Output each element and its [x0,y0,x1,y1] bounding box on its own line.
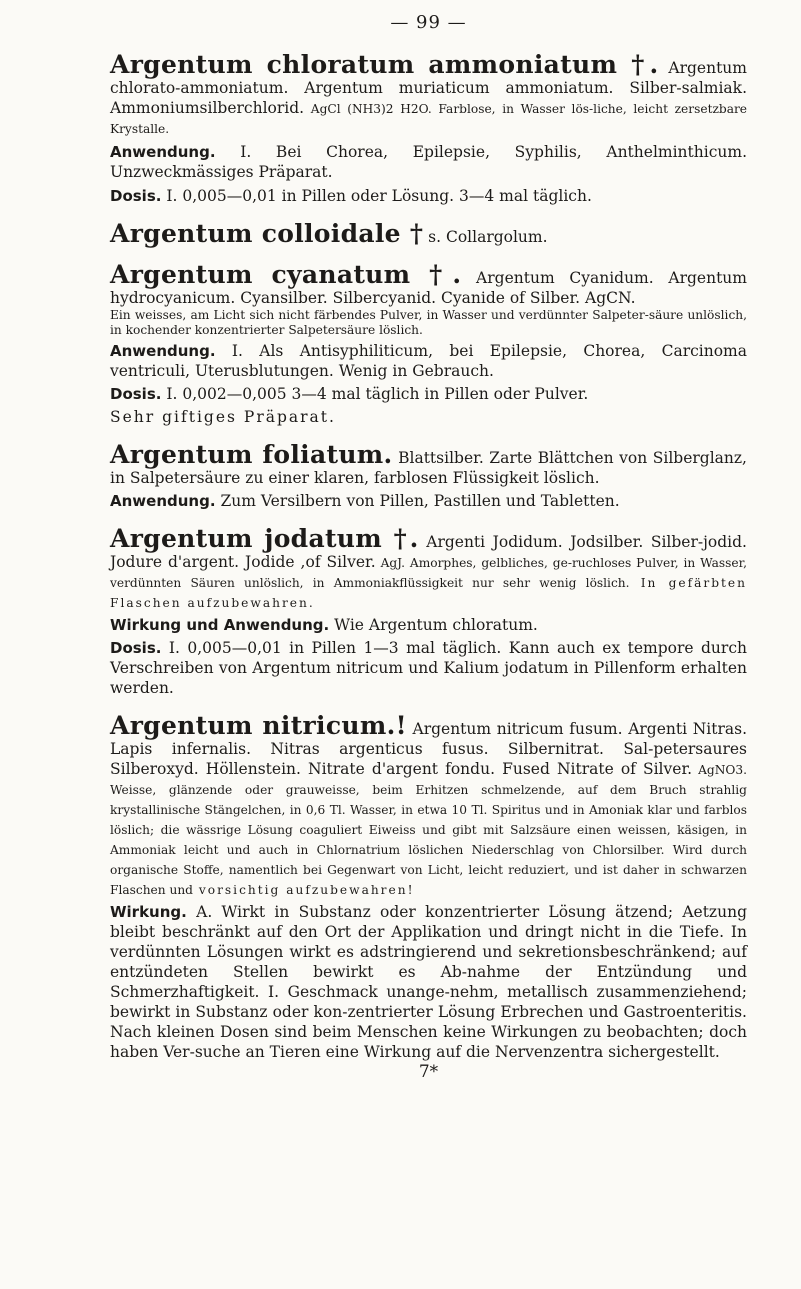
entry-heading: Argentum chloratum ammoniatum †. [110,50,659,79]
dosis-label: Dosis. [110,385,162,403]
entry-argentum-foliatum [110,440,747,511]
anwendung-label: Anwendung. [110,143,216,161]
entry-reference: s. Collargolum. [423,228,548,246]
dosis-label: Dosis. [110,639,162,657]
storage-note: In gefärbten Flaschen aufzubewahren. [110,576,747,610]
entry-heading: Argentum colloidale † [110,219,424,248]
dosis-text: I. 0,005—0,01 in Pillen 1—3 mal täglich. Kann auch ex tempore durch Verschreiben von Argentum nitricum und Kalium jodatum in Pillenform erhalten werden. [110,639,747,697]
page-number: — 99 — [390,12,467,33]
dosis-text: I. 0,005—0,01 in Pillen oder Lösung. 3—4 mal täglich. [161,187,592,205]
dosis-text: I. 0,002—0,005 3—4 mal täglich in Pillen oder Pulver. [161,385,589,403]
entry-synonyms: Argentum chlorato-ammoniatum. Argentum muriaticum ammoniatum. Silber-salmiak. Ammoniumsilberchlorid. [110,59,747,117]
anwendung-text: I. Bei Chorea, Epilepsie, Syphilis, Anthelminthicum. Unzweckmässiges Präparat. [110,143,747,181]
entry-synonyms: Blattsilber. Zarte Blättchen von Silberglanz, in Salpetersäure zu einer klaren, farblosen Flüssigkeit löslich. [110,449,747,487]
entry-heading: Argentum cyanatum †. [110,260,462,289]
anwendung-text: Wie Argentum chloratum. [329,616,538,634]
entry-argentum-nitricum [110,711,747,1062]
anwendung-text: Zum Versilbern von Pillen, Pastillen und Tabletten. [215,492,620,510]
entry-synonyms: Argentum Cyanidum. Argentum hydrocyanicum. Cyansilber. Silbercyanid. Cyanide of Silber. AgCN. [110,269,747,307]
warning-text: Sehr giftiges Präparat. [110,408,336,426]
entry-description: AgJ. Amorphes, gelbliches, ge-ruchloses Pulver, in Wasser, verdünnten Säuren unlöslich, in Ammoniakflüssigkeit nur sehr wenig löslich. [110,556,747,590]
entry-argentum-colloidale [110,219,747,248]
dosis-label: Dosis. [110,187,162,205]
entry-argentum-cyanatum [110,260,747,427]
wirkung-text: A. Wirkt in Substanz oder konzentrierter Lösung ätzend; Aetzung bleibt beschränkt auf den Ort der Applikation und dringt nicht in die Tiefe. In verdünnten Lösungen wirkt es adstringierend und sekretionsbeschränkend; auf entzündeten Stellen bewirkt es Ab-nahme der Entzündung und Schmerzhaftigkeit. I. Geschmack unange-nehm, metallisch zusammenziehend; bewirkt in Substanz oder kon-zentrierter Lösung Erbrechen und Gastroenteritis. Nach kleinen Dosen sind beim Menschen keine Wirkungen zu beobachten; doch haben Ver-suche an Tieren eine Wirkung auf die Nervenzentra sichergestellt. [110,903,747,1061]
entry-heading: Argentum jodatum †. [110,524,419,553]
entry-formula: AgCl (NH3)2 H2O. Farblose, in Wasser lös-liche, leicht zersetzbare Krystalle. [110,102,747,136]
entry-description: Ein weisses, am Licht sich nicht färbendes Pulver, in Wasser und verdünnter Salpeter-säure unlöslich, in kochender konzentrierter Salpetersäure löslich. [110,308,747,337]
anwendung-text: I. Als Antisyphiliticum, bei Epilepsie, Chorea, Carcinoma ventriculi, Uterusblutungen. Wenig in Gebrauch. [110,342,747,380]
signature-mark: 7* [418,1062,439,1082]
wirkung-label: Wirkung. [110,903,187,921]
entry-argentum-chloratum-ammoniatum [110,50,747,206]
entry-synonyms: Argentum nitricum fusum. Argenti Nitras. Lapis infernalis. Nitras argenticus fusus. Silbernitrat. Sal-petersaures Silberoxyd. Höllenstein. Nitrate d'argent fondu. Fused Nitrate of Silver. [110,720,747,778]
entry-synonyms: Argenti Jodidum. Jodsilber. Silber-jodid. Jodure d'argent. Jodide ,of Silver. [110,533,747,571]
storage-note: vorsichtig aufzubewahren! [193,883,415,897]
anwendung-label: Anwendung. [110,492,216,510]
entry-heading: Argentum foliatum. [110,440,393,469]
entry-description: AgNO3. Weisse, glänzende oder grauweisse, beim Erhitzen schmelzende, auf dem Bruch strahlig krystallinische Stängelchen, in 0,6 Tl. Wasser, in etwa 10 Tl. Spiritus und in Amoniak klar und farblos löslich; die wässrige Lösung coaguliert Eiweiss und gibt mit Salzsäure einen weissen, käsigen, in Ammoniak leicht und auch in Chlornatrium löslichen Niederschlag von Chlorsilber. Wird durch organische Stoffe, namentlich bei Gegenwart von Licht, leicht reduziert, und ist daher in schwarzen Flaschen und [110,763,747,897]
entry-heading: Argentum nitricum.! [110,711,407,740]
entry-argentum-jodatum [110,524,747,698]
anwendung-label: Wirkung und Anwendung. [110,616,330,634]
anwendung-label: Anwendung. [110,342,216,360]
